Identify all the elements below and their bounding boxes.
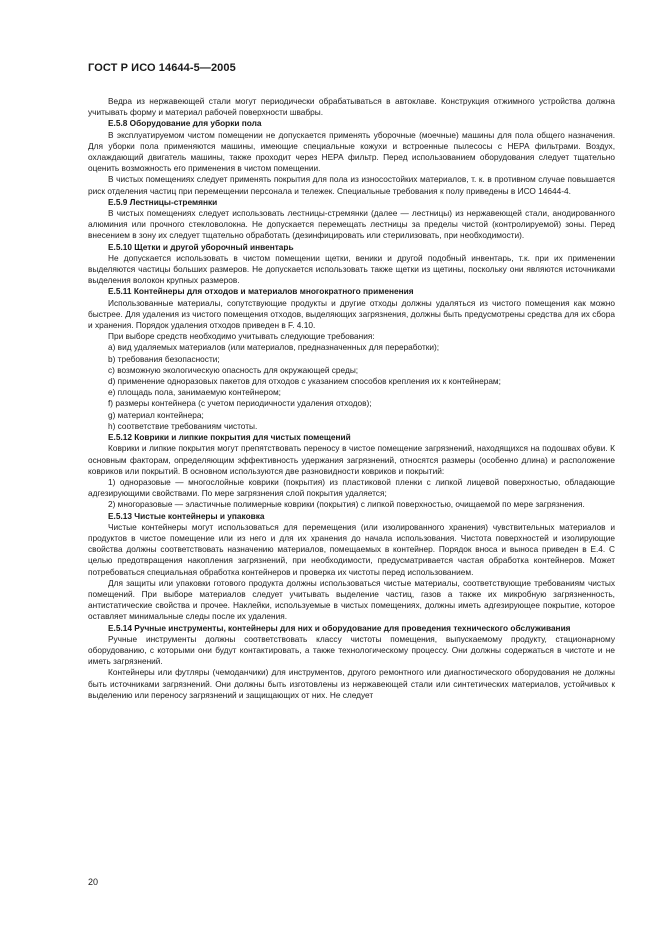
list-item: b) требования безопасности; <box>108 353 220 364</box>
paragraph: Чистые контейнеры могут использоваться для перемещения (или изолированного хранения) чувствительных материалов и продуктов в чистое помещение или из него и для их хранения до начала использования. Чистота поверхностей и изолирующие свойства должны соответствовать назначению материалов, помещаемых в контейнер. Порядок вноса и выноса приведен в Е.4. С целью предотвращения накопления загрязнений, при необходимости, предусматривается частая обработка контейнеров. Может потребоваться специальная обработка контейнеров и проверка их чистоты перед использованием. <box>88 521 615 577</box>
section-heading: Е.5.11 Контейнеры для отходов и материалов многократного применения <box>108 286 414 297</box>
paragraph: При выборе средств необходимо учитывать следующие требования: <box>108 331 375 342</box>
list-item: f) размеры контейнера (с учетом периодичности удаления отходов); <box>108 398 372 409</box>
list-item: d) применение одноразовых пакетов для отходов с указанием способов крепления их к контейнерам; <box>108 376 501 387</box>
section-heading: Е.5.13 Чистые контейнеры и упаковка <box>108 510 265 521</box>
section-heading: Е.5.14 Ручные инструменты, контейнеры для них и оборудование для проведения технического обслуживания <box>108 622 571 633</box>
paragraph: В чистых помещениях следует применять покрытия для пола из износостойких материалов, т. к. в противном случае повышается риск отделения частиц при перемещении персонала и тележек. Специальные требования к полу приведены в ИСО 14644-4. <box>88 174 615 196</box>
document-body <box>88 96 615 701</box>
list-item: c) возможную экологическую опасность для окружающей среды; <box>108 364 359 375</box>
section-heading: Е.5.8 Оборудование для уборки пола <box>108 118 262 129</box>
paragraph: Коврики и липкие покрытия могут препятствовать переносу в чистое помещение загрязнений, находящихся на подошвах обуви. К основным факторам, определяющим эффективность удержания загрязнений, относятся размеры (особенно длина) и расположение ковриков или покрытий. В основном используются две разновидности ковриков и покрытий: <box>88 443 615 476</box>
paragraph: Для защиты или упаковки готового продукта должны использоваться чистые материалы, соответствующие требованиям чистых помещений. При выборе материалов следует учитывать выделение частиц, газов а также их микробную загрязненность, антистатические свойства и прочее. Наклейки, используемые в чистых помещениях, должны иметь адгезирующее покрытие, которое оставляет минимальные следы после их удаления. <box>88 577 615 622</box>
paragraph: Использованные материалы, сопутствующие продукты и другие отходы должны удаляться из чистого помещения как можно быстрее. Для удаления из чистого помещения отходов, выделяющих загрязнения, должны быть предусмотрены средства для их сбора и хранения. Порядок удаления отходов приведен в F. 4.10. <box>88 297 615 331</box>
page-number: 20 <box>88 877 99 887</box>
paragraph: Ручные инструменты должны соответствовать классу чистоты помещения, выпускаемому продукту, стационарному оборудованию, с которыми они будут контактировать, а также технологическому процессу. Они должны содержаться в чистоте и не иметь загрязнений. <box>88 633 615 667</box>
list-item: а) вид удаляемых материалов (или материалов, предназначенных для переработки); <box>108 342 440 353</box>
list-item: g) материал контейнера; <box>108 409 204 420</box>
document-header: ГОСТ Р ИСО 14644-5—2005 <box>88 62 236 74</box>
paragraph: Контейнеры или футляры (чемоданчики) для инструментов, другого ремонтного или диагностического оборудования не должны быть источниками загрязнений. Они должны быть изготовлены из нержавеющей стали или синтетических материалов, устойчивых к выделению или переносу загрязнений и защищающих от них. Не следует <box>88 667 615 700</box>
paragraph: Ведра из нержавеющей стали могут периодически обрабатываться в автоклаве. Конструкция отжимного устройства должна учитывать форму и материал рабочей поверхности швабры. <box>88 96 615 118</box>
section-heading: Е.5.9 Лестницы-стремянки <box>108 196 218 207</box>
paragraph: 1) одноразовые — многослойные коврики (покрытия) из пластиковой пленки с липкой лицевой поверхностью, обладающие адгезирующими свойствами. По мере загрязнения слой покрытия удаляется; <box>88 476 615 499</box>
paragraph: В эксплуатируемом чистом помещении не допускается применять уборочные (моечные) машины для пола общего назначения. Для уборки пола применяются машины, имеющие специальные кожухи и встроенные пылесосы с НЕРА фильтрами. Воздух, охлаждающий двигатель машины, также проходит через НЕРА фильтр. Перед использованием оборудования следует тщательно оценить возможность его применения в чистом помещении. <box>88 129 615 174</box>
list-item: e) площадь пола, занимаемую контейнером; <box>108 387 281 398</box>
paragraph: Не допускается использовать в чистом помещении щетки, веники и другой подобный инвентарь, т.к. при их применении выделяются частицы больших размеров. Не допускается использовать также щетки из щетины, поскольку они являются источниками выделения волокон крупных размеров. <box>88 252 615 286</box>
paragraph: 2) многоразовые — эластичные полимерные коврики (покрытия) с липкой поверхностью, очищаемой по мере загрязнения. <box>108 499 585 510</box>
section-heading: Е.5.10 Щетки и другой уборочный инвентарь <box>108 241 294 252</box>
section-heading: Е.5.12 Коврики и липкие покрытия для чистых помещений <box>108 432 351 443</box>
paragraph: В чистых помещениях следует использовать лестницы-стремянки (далее — лестницы) из нержавеющей стали, анодированного алюминия или прочного стекловолокна. Не допускается перемещать лестницы за пределы чистой (контролируемой) зоны. Перед внесением в зону их следует тщательно обработать (дезинфицировать или стерилизовать, при необходимости). <box>88 208 615 241</box>
list-item: h) соответствие требованиям чистоты. <box>108 420 258 431</box>
